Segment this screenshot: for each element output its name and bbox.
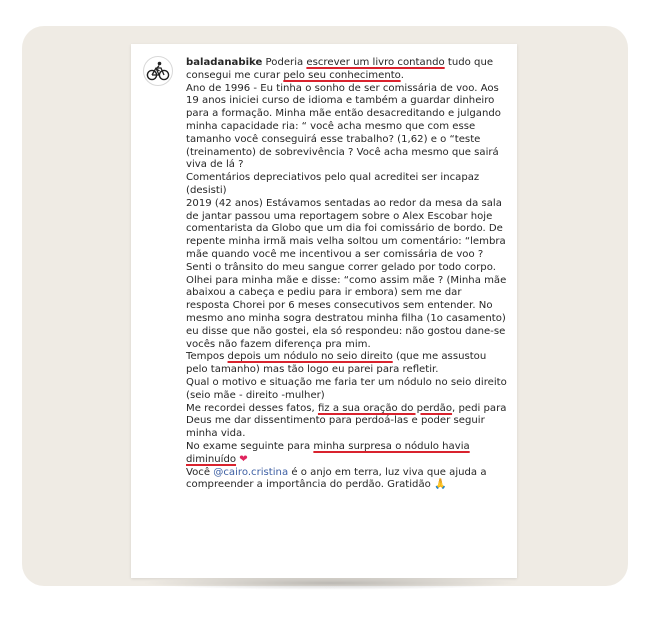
caption-paragraph	[186, 441, 508, 467]
post-caption	[186, 57, 508, 492]
caption-paragraph	[186, 262, 508, 352]
caption-text: Me recordei desses fatos,	[186, 402, 318, 414]
caption-paragraph	[186, 467, 508, 493]
caption-text: Ano de 1996 - Eu tinha o sonho de ser comissária de voo. Aos 19 anos iniciei curso de idioma e também a guardar dinheiro para a formação. Minha mãe então desacreditando e julgando minha capacidade ria: “ você acha mesmo que com esse tamanho você conseguirá esse trabalho? (1,62) e o “teste (treinamento) de sobrevivência ? Você acha mesmo que sairá viva de lá ?	[186, 82, 501, 171]
caption-paragraph	[186, 198, 508, 262]
caption-text: (que me assustou pelo tamanho) mas tão logo eu parei para refletir.	[186, 351, 487, 376]
praying-hands-icon: 🙏	[434, 479, 447, 491]
caption-text: 2019 (42 anos) Estávamos sentadas ao redor da mesa da sala de jantar passou uma reportagem sobre o Alex Escobar hoje comentarista da Globo que um dia foi comissário de bordo. De repente minha irmã mais velha soltou um comentário: “lembra mãe quando você me incentivou a ser comissária de voo ?	[186, 197, 506, 260]
caption-paragraph	[186, 351, 508, 377]
underlined-highlight: depois um nódulo no seio direito	[227, 351, 393, 363]
username-link[interactable]: baladanabike	[186, 57, 263, 68]
caption-text: Senti o trânsito do meu sangue correr gelado por todo corpo. Olhei para minha mãe e disse: “como assim mãe ? (Minha mãe abaixou a cabeça e pediu para ir embora) sem me dar resposta Chorei por 6 meses consecutivos sem entender. No mesmo ano minha sogra destratou minha filha (1o casamento) eu disse que não gostei, ela só respondeu: não gostou dane-se vocês não fazem diferença pra mim.	[186, 261, 507, 350]
caption-paragraph	[186, 57, 508, 83]
caption-paragraph	[186, 377, 508, 403]
caption-text: Comentários depreciativos pelo qual acreditei ser incapaz (desisti)	[186, 172, 480, 196]
caption-text: tudo que consegui me curar	[186, 57, 494, 81]
post-card	[131, 44, 517, 578]
caption-text: Qual o motivo e situação me faria ter um nódulo no seio direito (seio mãe - direito -mulher)	[186, 376, 507, 401]
underlined-highlight: pelo seu conhecimento	[283, 69, 401, 81]
caption-text: , pedi para Deus me dar dissentimento para perdoá-las e poder seguir minha vida.	[186, 402, 507, 440]
underlined-highlight: minha surpresa o nódulo havia diminuído	[186, 440, 470, 465]
caption-text: Você	[186, 466, 214, 478]
cyclist-icon[interactable]	[143, 56, 173, 86]
card-shadow	[140, 576, 520, 590]
caption-paragraph	[186, 403, 508, 441]
caption-text: Poderia	[262, 57, 307, 68]
mention-link[interactable]: @cairo.cristina	[213, 466, 289, 478]
underlined-highlight: escrever um livro contando	[306, 57, 445, 68]
caption-text: é o anjo em terra, luz viva que ajuda a compreender a importância do perdão. Gratidão	[186, 466, 487, 491]
underlined-highlight: fiz a sua oração do perdão	[317, 402, 453, 414]
caption-paragraph	[186, 83, 508, 173]
caption-paragraph	[186, 172, 508, 198]
heart-icon: ❤	[239, 453, 248, 465]
caption-text: No exame seguinte para	[186, 440, 314, 452]
caption-text: Tempos	[186, 351, 228, 363]
caption-text: .	[400, 69, 404, 81]
